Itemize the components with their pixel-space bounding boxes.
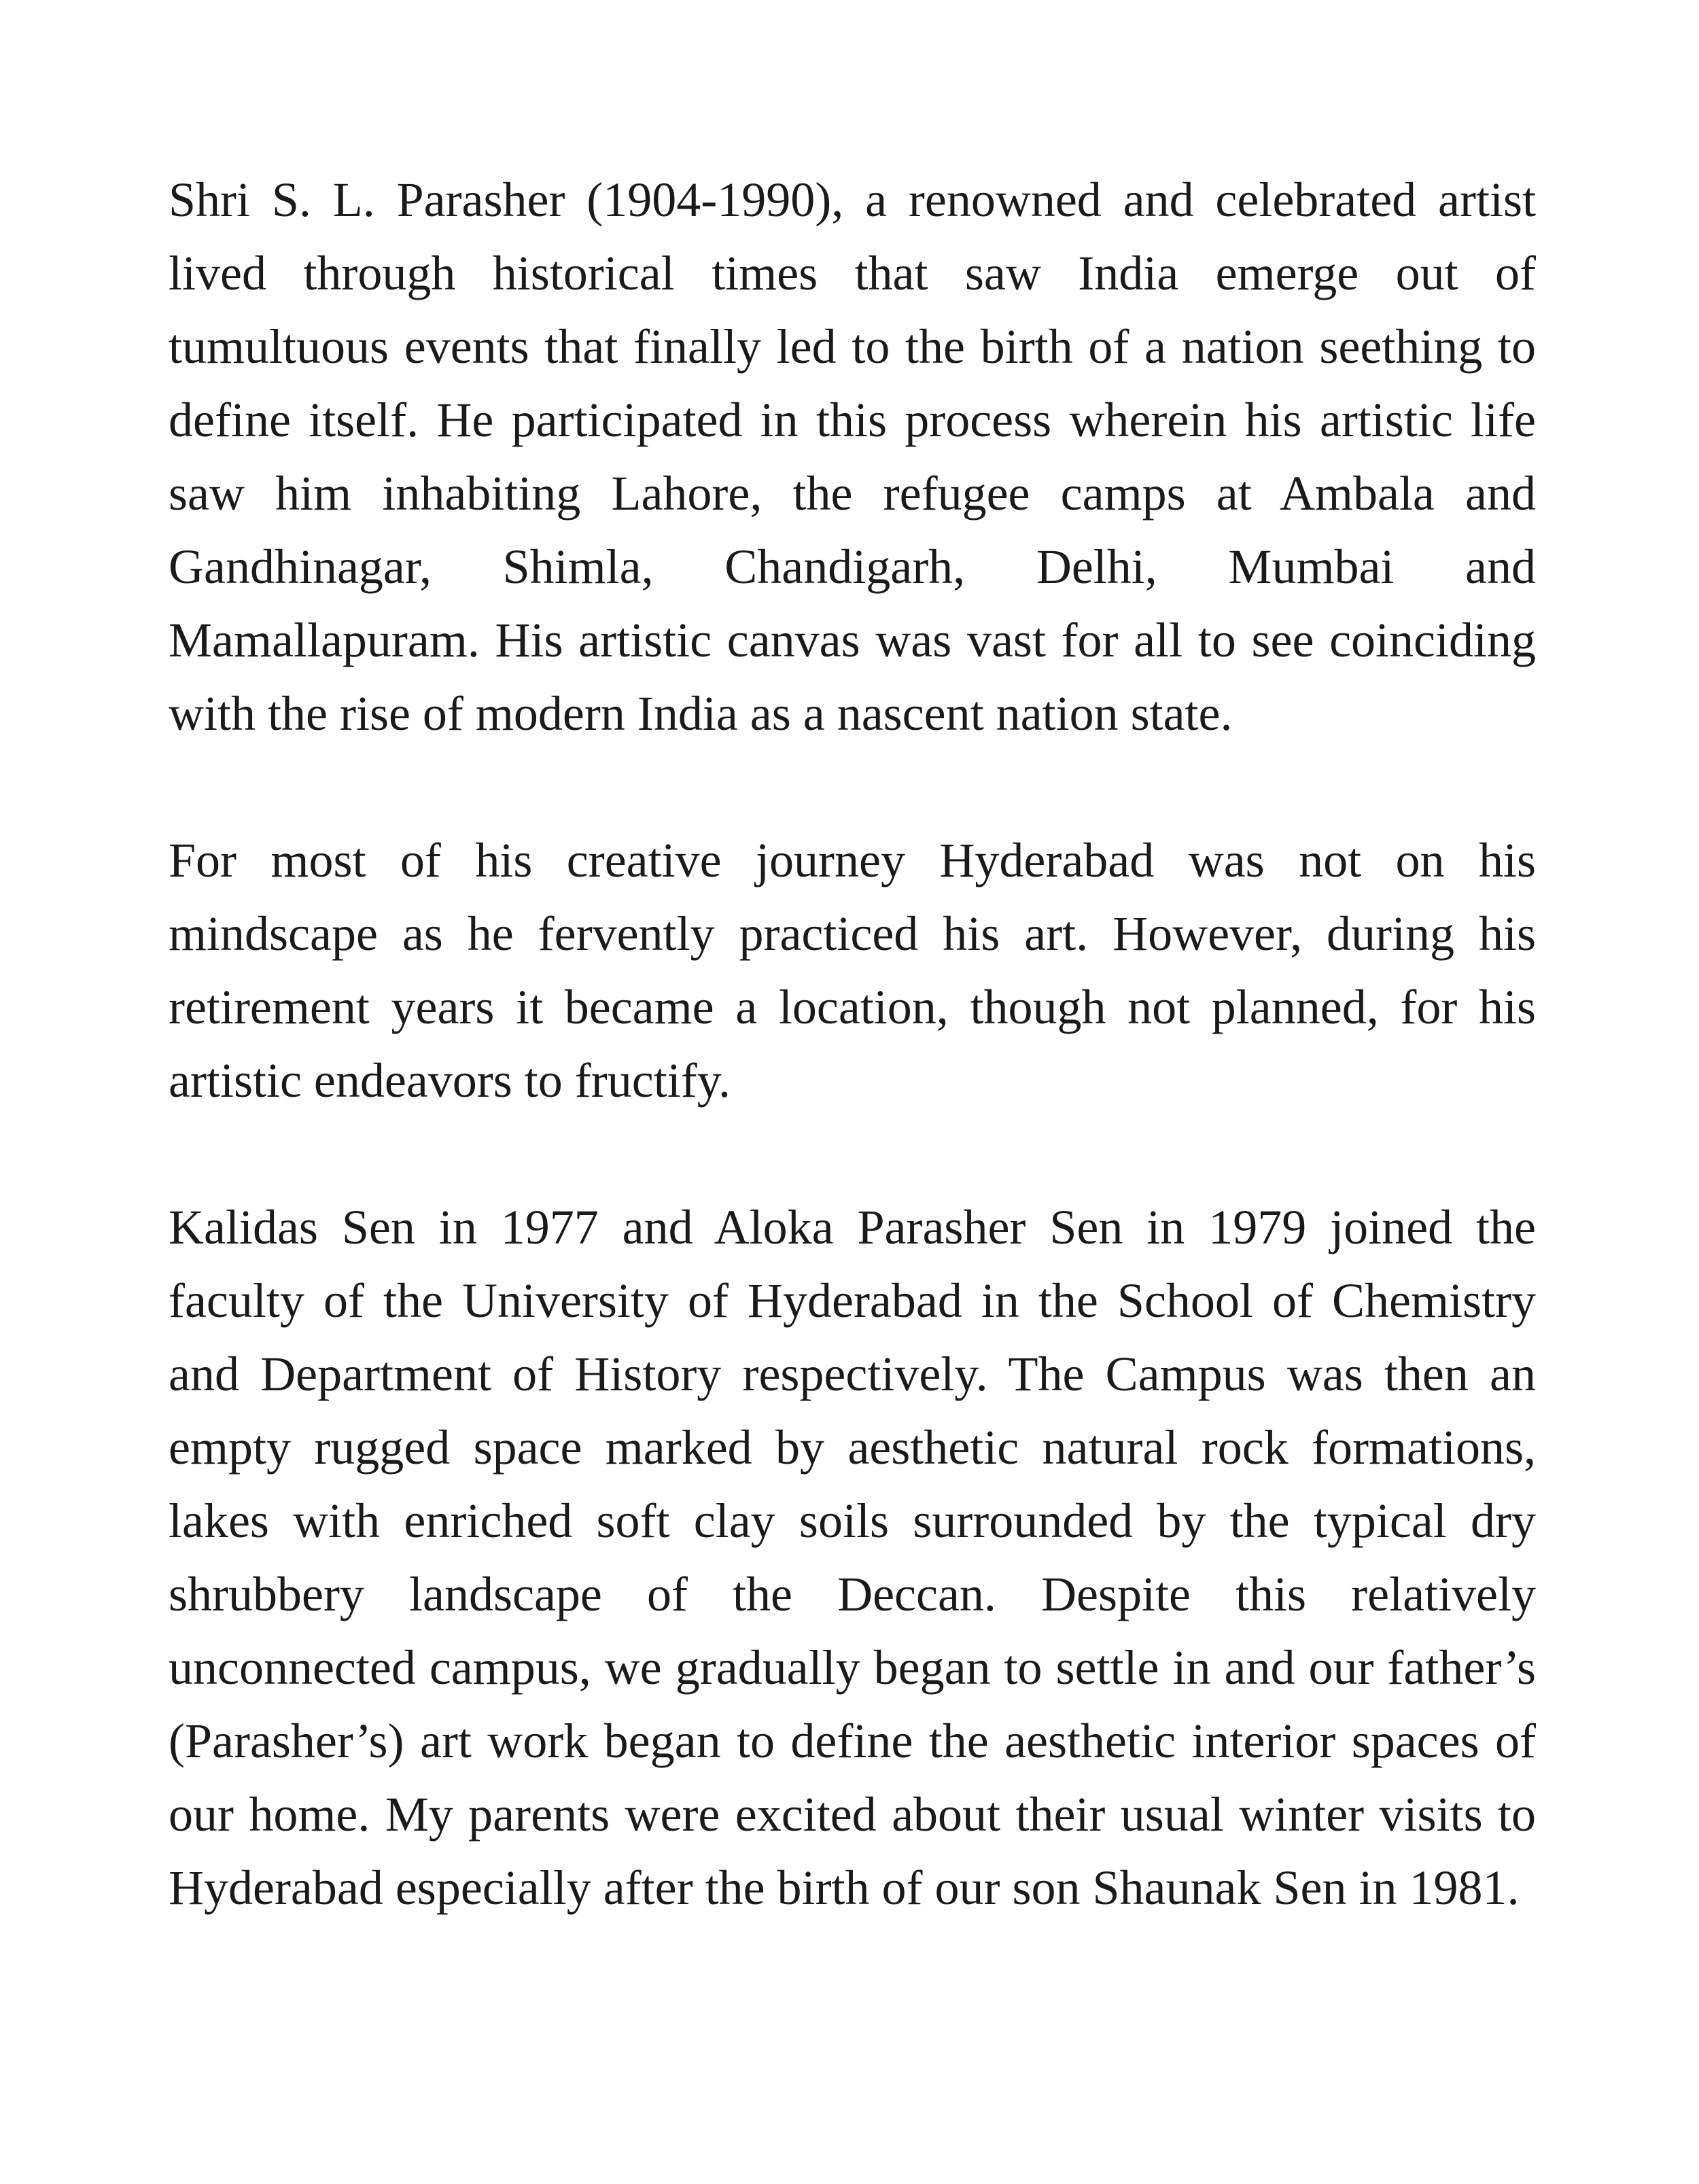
paragraph-3: Kalidas Sen in 1977 and Aloka Parasher Sen in 1979 joined the faculty of the University of Hyderabad in the School of Chemistry and Department of History respectively. The Campus was then an empty rugged space marked by aesthetic natural rock formations, lakes with enriched soft clay soils surrounded by the typical dry shrubbery landscape of the Deccan. Despite this relatively unconnected campus, we gradually began to settle in and our father’s (Parasher’s) art work began to define the aesthetic interior spaces of our home. My parents were excited about their usual winter visits to Hyderabad especially after the birth of our son Shaunak Sen in 1981. — [169, 1200, 1536, 1915]
paragraph-1: Shri S. L. Parasher (1904-1990), a renowned and celebrated artist lived through historical times that saw India emerge out of tumultuous events that finally led to the birth of a nation seething to define itself. He participated in this process wherein his artistic life saw him inhabiting Lahore, the refugee camps at Ambala and Gandhinagar, Shimla, Chandigarh, Delhi, Mumbai and Mamallapuram. His artistic canvas was vast for all to see coinciding with the rise of modern India as a nascent nation state. — [169, 173, 1536, 741]
paragraph-2: For most of his creative journey Hyderabad was not on his mindscape as he fervently practiced his art. However, during his retirement years it became a location, though not planned, for his artistic endeavors to fructify. — [169, 833, 1536, 1108]
body-text — [169, 163, 1536, 1924]
